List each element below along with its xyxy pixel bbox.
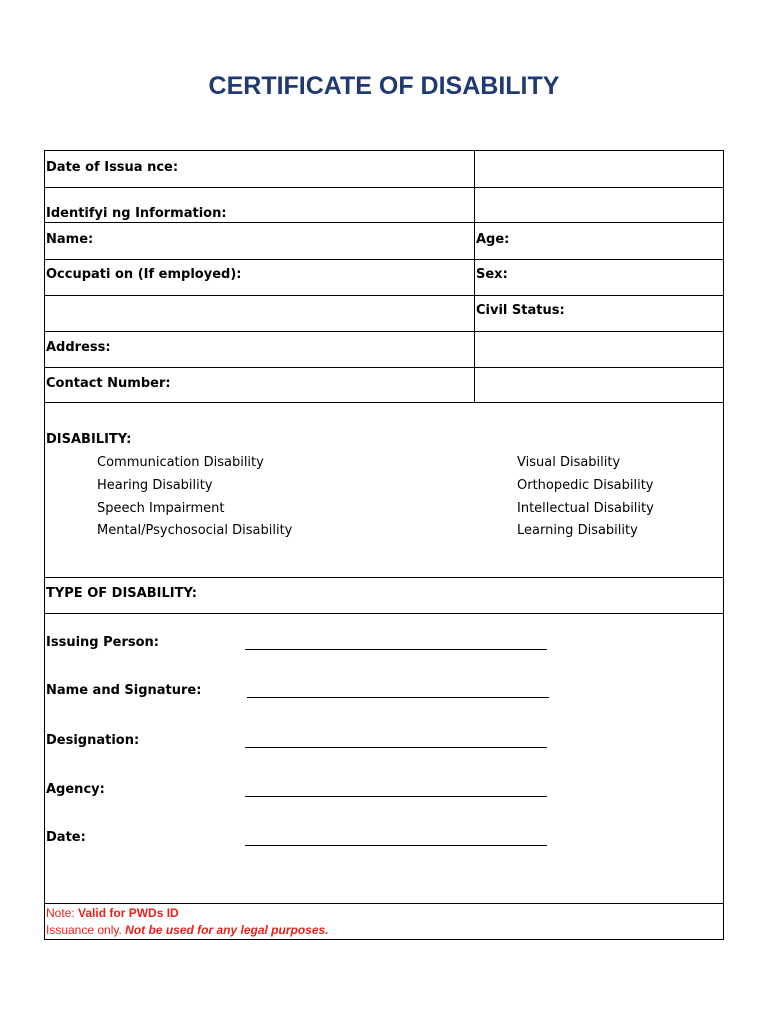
disability-heading: DISABILITY: (46, 432, 132, 447)
disability-option: Communication Disability (97, 455, 264, 470)
note-prefix: Note: (46, 906, 79, 920)
age-label: Age: (476, 232, 510, 247)
name-signature-line (247, 697, 549, 699)
row-divider (44, 367, 724, 368)
row-divider (44, 222, 724, 223)
disability-option: Visual Disability (517, 455, 621, 470)
row-divider (44, 331, 724, 332)
row-divider (44, 259, 724, 260)
disability-option: Learning Disability (517, 523, 638, 538)
civil-status-label: Civil Status: (476, 303, 565, 318)
issuing-person-label: Issuing Person: (46, 635, 159, 650)
name-label: Name: (46, 232, 94, 247)
page-title: CERTIFICATE OF DISABILITY (208, 72, 560, 100)
row-divider (44, 295, 724, 296)
contact-number-label: Contact Number: (46, 376, 171, 391)
name-signature-label: Name and Signature: (46, 683, 202, 698)
agency-label: Agency: (46, 782, 105, 797)
disability-option: Mental/Psychosocial Disability (97, 523, 293, 538)
row-divider (44, 613, 724, 614)
row-divider (44, 577, 724, 578)
row-divider (44, 903, 724, 904)
disability-option: Orthopedic Disability (517, 478, 654, 493)
date-of-issuance-label: Date of Issua nce: (46, 160, 179, 175)
note-line-2 (46, 923, 329, 938)
issuing-person-line (245, 649, 547, 651)
note-valid-for: Valid for PWDs ID (78, 906, 179, 920)
disability-option: Hearing Disability (97, 478, 213, 493)
column-divider (474, 150, 475, 403)
disability-option: Intellectual Disability (517, 501, 654, 516)
agency-line (245, 796, 547, 798)
disability-option: Speech Impairment (97, 501, 225, 516)
sex-label: Sex: (476, 267, 508, 282)
row-divider (44, 402, 724, 403)
address-label: Address: (46, 340, 111, 355)
note-line-1 (46, 906, 179, 921)
type-of-disability-label: TYPE OF DISABILITY: (46, 586, 197, 601)
identifying-information-label: Identifyi ng Information: (46, 206, 227, 221)
note-issuance: Issuance only. (46, 923, 126, 937)
occupation-label: Occupati on (If employed): (46, 267, 242, 282)
designation-label: Designation: (46, 733, 140, 748)
date-label: Date: (46, 830, 86, 845)
row-divider (44, 187, 724, 188)
date-line (245, 845, 547, 847)
note-legal-warning: Not be used for any legal purposes. (125, 923, 329, 937)
designation-line (245, 747, 547, 749)
